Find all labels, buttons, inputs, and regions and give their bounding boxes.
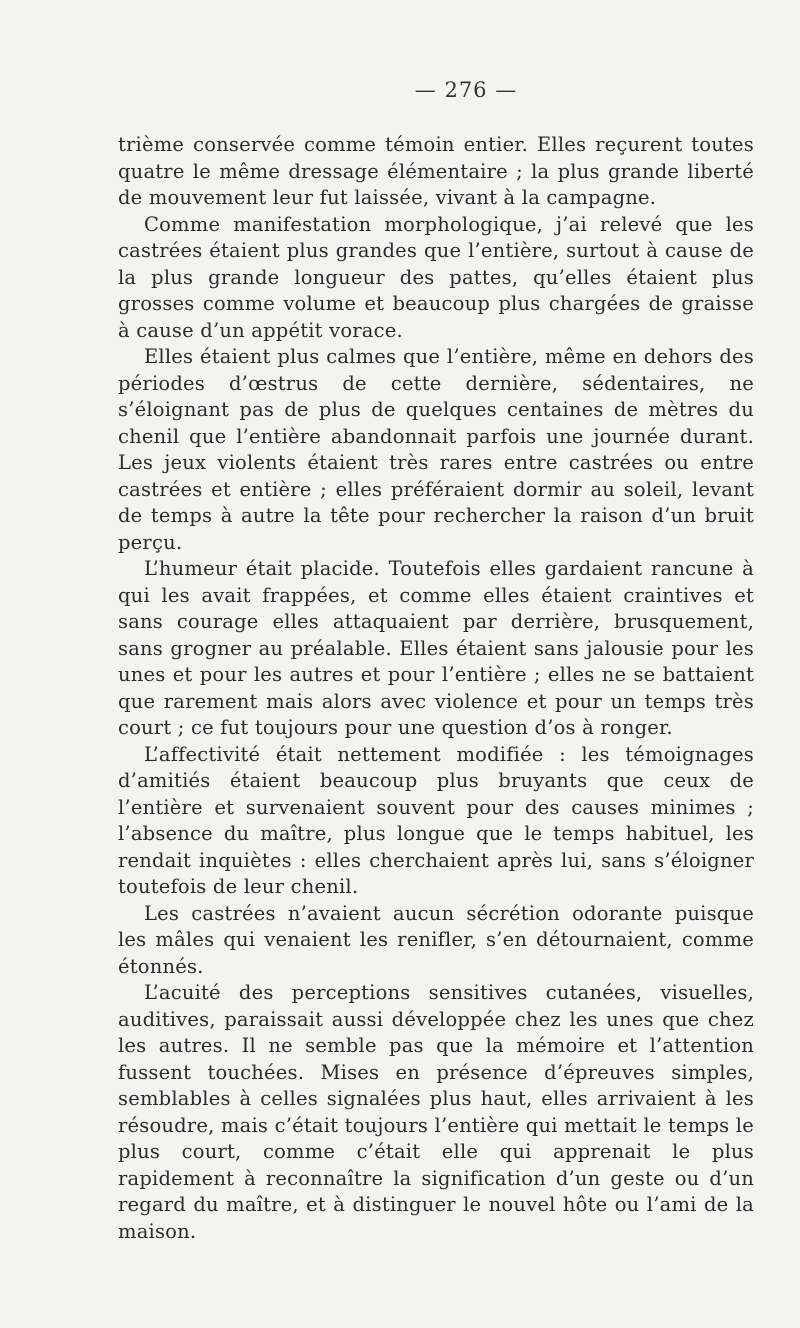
paragraph-morphology: Comme manifestation morphologique, j’ai relevé que les castrées étaient plus grandes que l’entière, surtout à cause de la plus grande longueur des pattes, qu’elles étaient plus grosses comme volume et beaucoup plus chargées de graisse à cause d’un appétit vorace. [118, 212, 754, 342]
page-number: — 276 — [414, 78, 518, 102]
paragraph-secretion: Les castrées n’avaient aucun sécrétion odorante puisque les mâles qui venaient les renifler, s’en détournaient, comme étonnés. [118, 901, 754, 978]
paragraph-temperament: L’humeur était placide. Toutefois elles gardaient rancune à qui les avait frappées, et comme elles étaient craintives et sans courage elles attaquaient par derrière, brusquement, sans grogner au préalable. Elles étaient sans jalousie pour les unes et pour les autres et pour l’entière ; elles ne se battaient que rarement mais alors avec violence et pour un temps très court ; ce fut toujours pour une question d’os à ronger. [118, 557, 754, 739]
paragraph-perception: L’acuité des perceptions sensitives cutanées, visuelles, auditives, paraissait aussi développée chez les unes que chez les autres. Il ne semble pas que la mémoire et l’attention fussent touchées. Mises en présence d’épreuves simples, semblables à celles signalées plus haut, elles arrivaient à les résoudre, mais c’était toujours l’entière qui mettait le temps le plus court, comme c’était elle qui apprenait le plus rapidement à reconnaître la signification d’un geste ou d’un regard du maître, et à distinguer le nouvel hôte ou l’ami de la maison. [118, 981, 754, 1243]
paragraph-behavior: Elles étaient plus calmes que l’entière, même en dehors des périodes d’œstrus de cette dernière, sédentaires, ne s’éloignant pas de plus de quelques centaines de mètres du chenil que l’entière abandonnait parfois une journée durant. Les jeux violents étaient très rares entre castrées ou entre castrées et entière ; elles préféraient dormir au soleil, levant de temps à autre la tête pour rechercher la raison d’un bruit perçu. [118, 345, 754, 554]
book-page [118, 78, 754, 1245]
paragraph-affectivity: L’affectivité était nettement modifiée : les témoignages d’amitiés étaient beaucoup plus bruyants que ceux de l’entière et survenaient souvent pour des causes minimes ; l’absence du maître, plus longue que le temps habituel, les rendait inquiètes : elles cherchaient après lui, sans s’éloigner toutefois de leur chenil. [118, 742, 754, 898]
paragraph-continuation: trième conservée comme témoin entier. Elles reçurent toutes quatre le même dressage élémentaire ; la plus grande liberté de mouvement leur fut laissée, vivant à la campagne. [118, 133, 754, 209]
